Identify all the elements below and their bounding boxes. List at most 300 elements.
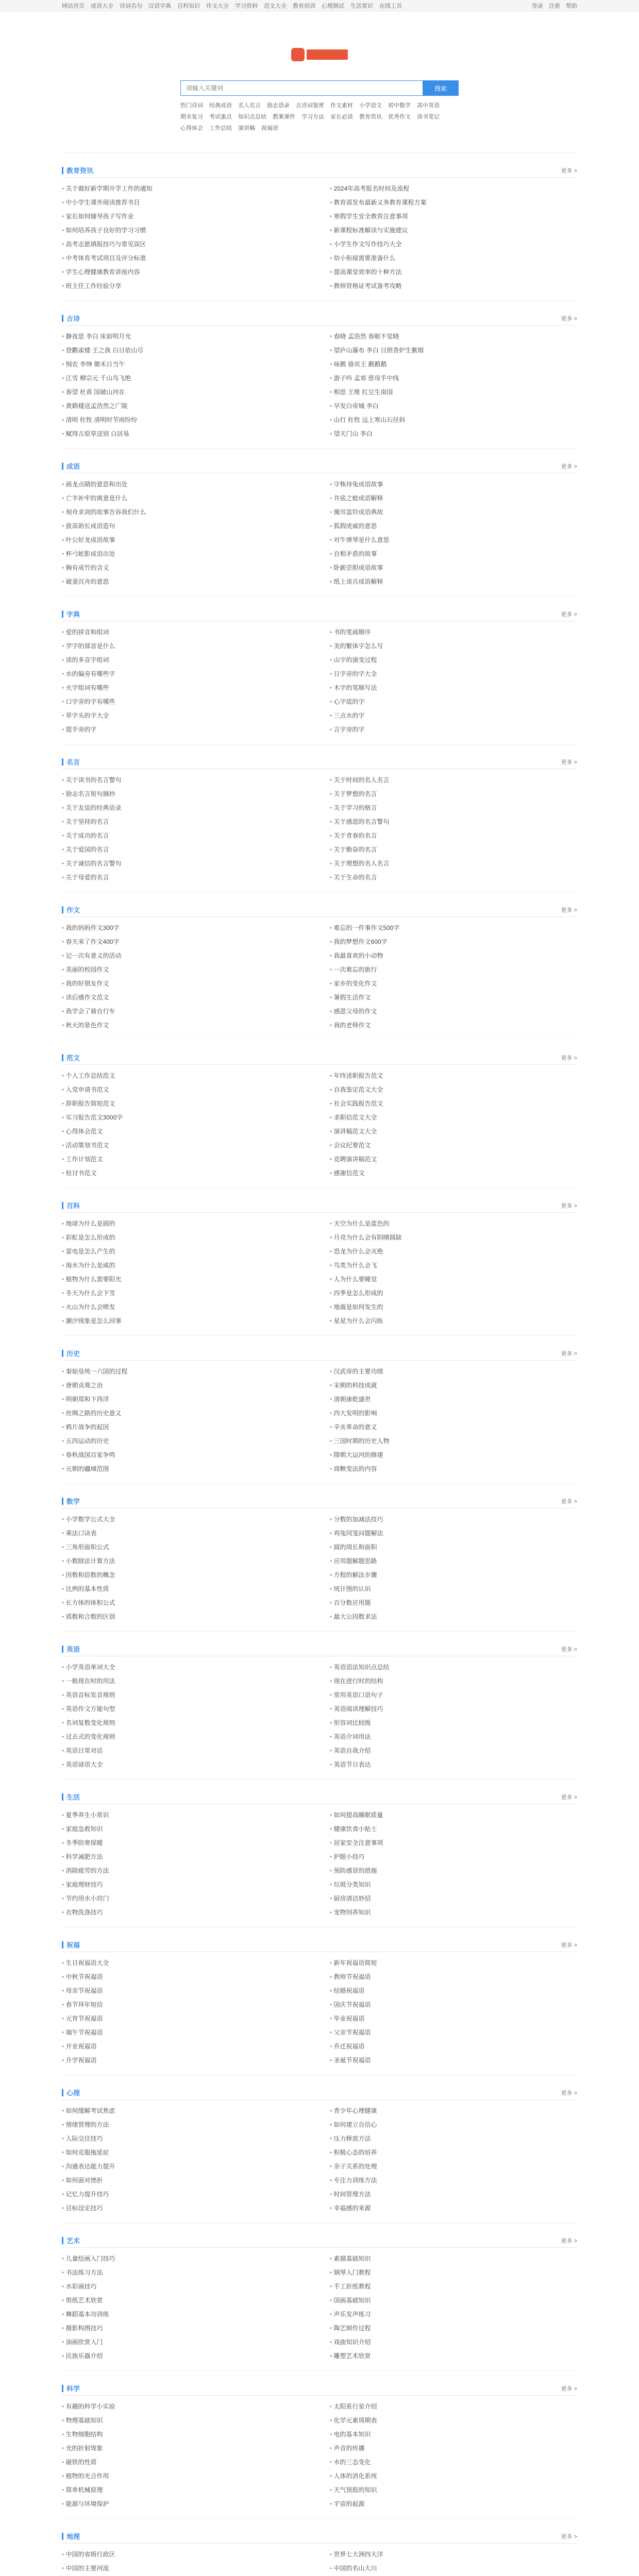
article-link[interactable]: • 如何培养孩子良好的学习习惯 xyxy=(62,224,309,238)
article-link[interactable]: • 剪纸艺术欣赏 xyxy=(62,2294,309,2308)
top-nav-item[interactable]: 成语大全 xyxy=(91,3,113,9)
article-link[interactable]: • 提高课堂效率的十种方法 xyxy=(330,265,577,279)
article-link[interactable]: • 我的妈妈作文300字 xyxy=(62,921,309,935)
section-title[interactable]: 科学 xyxy=(62,2383,80,2393)
article-link[interactable]: • 刻舟求剑的故事告诉我们什么 xyxy=(62,505,309,519)
article-link[interactable]: • 儿童绘画入门技巧 xyxy=(62,2252,309,2266)
article-link[interactable]: • 记一次有意义的活动 xyxy=(62,949,309,963)
article-link[interactable]: • 望庐山瀑布 李白 日照香炉生紫烟 xyxy=(330,344,577,358)
top-nav-item[interactable]: 在线工具 xyxy=(379,3,402,9)
article-link[interactable]: • 关于成功的名言 xyxy=(62,829,309,843)
article-link[interactable]: • 守株待兔成语故事 xyxy=(330,478,577,492)
article-link[interactable]: • 社会实践报告范文 xyxy=(330,1097,577,1111)
article-link[interactable]: • 秋天的景色作文 xyxy=(62,1019,309,1032)
article-link[interactable]: • 破釜沉舟的意思 xyxy=(62,575,309,589)
article-link[interactable]: • 海水为什么是咸的 xyxy=(62,1259,309,1273)
article-link[interactable]: • 关于诚信的名言警句 xyxy=(62,857,309,871)
article-link[interactable]: • 中秋节祝福语 xyxy=(62,1970,309,1984)
article-link[interactable]: • 辞职报告简短范文 xyxy=(62,1097,309,1111)
article-link[interactable]: • 青少年心理健康 xyxy=(330,2104,577,2118)
article-link[interactable]: • 宋朝的科技成就 xyxy=(330,1379,577,1393)
article-link[interactable]: • 书的笔画顺序 xyxy=(330,625,577,639)
article-link[interactable]: • 三点水的字 xyxy=(330,709,577,723)
article-link[interactable]: • 关于爱国的名言 xyxy=(62,843,309,857)
article-link[interactable]: • 教师节祝福语 xyxy=(330,1970,577,1984)
article-link[interactable]: • 时间管理方法 xyxy=(330,2188,577,2201)
article-link[interactable]: • 方程的解法步骤 xyxy=(330,1568,577,1582)
article-link[interactable]: • 乘法口诀表 xyxy=(62,1527,309,1540)
article-link[interactable]: • 春晓 孟浩然 春眠不觉晓 xyxy=(330,330,577,344)
article-link[interactable]: • 望天门山 李白 xyxy=(330,427,577,441)
article-link[interactable]: • 检讨书范文 xyxy=(62,1166,309,1180)
section-title[interactable]: 祝福 xyxy=(62,1940,80,1950)
article-link[interactable]: • 国庆节祝福语 xyxy=(330,1998,577,2012)
article-link[interactable]: • 山字的演变过程 xyxy=(330,653,577,667)
article-link[interactable]: • 关于生命的名言 xyxy=(330,871,577,885)
top-nav-item[interactable]: 心理测试 xyxy=(322,3,344,9)
article-link[interactable]: • 植物为什么需要阳光 xyxy=(62,1273,309,1286)
article-link[interactable]: • 学字的部首是什么 xyxy=(62,639,309,653)
article-link[interactable]: • 悯农 李绅 锄禾日当午 xyxy=(62,358,309,371)
article-link[interactable]: • 化学元素周期表 xyxy=(330,2414,577,2428)
article-link[interactable]: • 有趣的科学小实验 xyxy=(62,2400,309,2414)
article-link[interactable]: • 关于感恩的名言警句 xyxy=(330,815,577,829)
hotword-link[interactable]: 知识点总结 xyxy=(238,114,266,120)
section-title[interactable]: 名言 xyxy=(62,757,80,767)
article-link[interactable]: • 四季是怎么形成的 xyxy=(330,1286,577,1300)
more-link[interactable]: 更多 > xyxy=(561,167,577,174)
article-link[interactable]: • 英语节日表达 xyxy=(330,1758,577,1772)
article-link[interactable]: • 简单机械原理 xyxy=(62,2483,309,2497)
section-title[interactable]: 心理 xyxy=(62,2088,80,2097)
help-link[interactable]: 帮助 xyxy=(566,3,577,9)
article-link[interactable]: • 演讲稿范文大全 xyxy=(330,1125,577,1139)
article-link[interactable]: • 我的梦想作文600字 xyxy=(330,935,577,949)
hotword-link[interactable]: 作文素材 xyxy=(330,103,353,109)
article-link[interactable]: • 我的老师作文 xyxy=(330,1019,577,1032)
article-link[interactable]: • 一次难忘的旅行 xyxy=(330,963,577,977)
article-link[interactable]: • 小学数学公式大全 xyxy=(62,1513,309,1527)
more-link[interactable]: 更多 > xyxy=(561,1202,577,1209)
article-link[interactable]: • 心得体会范文 xyxy=(62,1125,309,1139)
article-link[interactable]: • 木字的笔顺写法 xyxy=(330,681,577,695)
article-link[interactable]: • 感恩父母的作文 xyxy=(330,1005,577,1019)
article-link[interactable]: • 星星为什么会闪烁 xyxy=(330,1314,577,1328)
article-link[interactable]: • 元宵节祝福语 xyxy=(62,2012,309,2026)
article-link[interactable]: • 秦始皇统一六国的过程 xyxy=(62,1365,309,1379)
article-link[interactable]: • 垃圾分类知识 xyxy=(330,1878,577,1892)
hotword-link[interactable]: 期末复习 xyxy=(180,114,203,120)
article-link[interactable]: • 关于梦想的名言 xyxy=(330,787,577,801)
article-link[interactable]: • 新年祝福语简短 xyxy=(330,1956,577,1970)
article-link[interactable]: • 咏鹅 骆宾王 鹅鹅鹅 xyxy=(330,358,577,371)
article-link[interactable]: • 小学英语单词大全 xyxy=(62,1660,309,1674)
article-link[interactable]: • 读的多音字组词 xyxy=(62,653,309,667)
top-nav-item[interactable]: 百科知识 xyxy=(177,3,200,9)
article-link[interactable]: • 火山为什么会喷发 xyxy=(62,1300,309,1314)
article-link[interactable]: • 关于做好新学期开学工作的通知 xyxy=(62,182,309,196)
article-link[interactable]: • 春秋战国百家争鸣 xyxy=(62,1448,309,1462)
article-link[interactable]: • 关于学习的格言 xyxy=(330,801,577,815)
article-link[interactable]: • 声音的传播 xyxy=(330,2442,577,2455)
article-link[interactable]: • 心字底的字 xyxy=(330,695,577,709)
article-link[interactable]: • 最大公因数求法 xyxy=(330,1610,577,1624)
article-link[interactable]: • 雕塑艺术欣赏 xyxy=(330,2349,577,2363)
article-link[interactable]: • 静夜思 李白 床前明月光 xyxy=(62,330,309,344)
top-nav-item[interactable]: 教育培训 xyxy=(293,3,315,9)
article-link[interactable]: • 英语语法知识点总结 xyxy=(330,1660,577,1674)
article-link[interactable]: • 人体的消化系统 xyxy=(330,2469,577,2483)
article-link[interactable]: • 如何面对挫折 xyxy=(62,2174,309,2188)
article-link[interactable]: • 水彩画技巧 xyxy=(62,2280,309,2294)
article-link[interactable]: • 美的繁体字怎么写 xyxy=(330,639,577,653)
article-link[interactable]: • 幼小衔接需要准备什么 xyxy=(330,251,577,265)
article-link[interactable]: • 四大发明的影响 xyxy=(330,1406,577,1420)
article-link[interactable]: • 春节拜年短信 xyxy=(62,1998,309,2012)
article-link[interactable]: • 过去式的变化规则 xyxy=(62,1730,309,1744)
article-link[interactable]: • 鸟类为什么会飞 xyxy=(330,1259,577,1273)
article-link[interactable]: • 生日祝福语大全 xyxy=(62,1956,309,1970)
article-link[interactable]: • 清朝康乾盛世 xyxy=(330,1393,577,1406)
article-link[interactable]: • 父亲节祝福语 xyxy=(330,2026,577,2040)
article-link[interactable]: • 口字旁的字有哪些 xyxy=(62,695,309,709)
article-link[interactable]: • 英语作文万能句型 xyxy=(62,1702,309,1716)
article-link[interactable]: • 春天来了作文400字 xyxy=(62,935,309,949)
article-link[interactable]: • 商鞅变法的内容 xyxy=(330,1462,577,1476)
article-link[interactable]: • 圆的周长和面积 xyxy=(330,1540,577,1554)
article-link[interactable]: • 年终述职报告范文 xyxy=(330,1069,577,1083)
article-link[interactable]: • 关于友谊的经典语录 xyxy=(62,801,309,815)
article-link[interactable]: • 入党申请书范文 xyxy=(62,1083,309,1097)
article-link[interactable]: • 月亮为什么会有阴晴圆缺 xyxy=(330,1231,577,1245)
article-link[interactable]: • 目标设定技巧 xyxy=(62,2201,309,2215)
more-link[interactable]: 更多 > xyxy=(561,2533,577,2540)
article-link[interactable]: • 小数除法计算方法 xyxy=(62,1554,309,1568)
article-link[interactable]: • 亲子关系的处理 xyxy=(330,2160,577,2174)
article-link[interactable]: • 英语谚语大全 xyxy=(62,1758,309,1772)
section-title[interactable]: 艺术 xyxy=(62,2235,80,2245)
article-link[interactable]: • 冬季防寒保暖 xyxy=(62,1836,309,1850)
top-nav-item[interactable]: 汉语字典 xyxy=(148,3,171,9)
article-link[interactable]: • 唐朝贞观之治 xyxy=(62,1379,309,1393)
article-link[interactable]: • 居家安全注意事项 xyxy=(330,1836,577,1850)
article-link[interactable]: • 节约用水小窍门 xyxy=(62,1892,309,1906)
top-nav-item[interactable]: 诗词名句 xyxy=(120,3,142,9)
article-link[interactable]: • 名词复数变化规则 xyxy=(62,1716,309,1730)
article-link[interactable]: • 自我鉴定范文大全 xyxy=(330,1083,577,1097)
hotword-link[interactable]: 古诗词鉴赏 xyxy=(296,103,324,109)
login-link[interactable]: 登录 xyxy=(531,3,543,9)
more-link[interactable]: 更多 > xyxy=(561,1055,577,1061)
article-link[interactable]: • 小学生作文写作技巧大全 xyxy=(330,238,577,251)
article-link[interactable]: • 辛亥革命的意义 xyxy=(330,1420,577,1434)
hotword-link[interactable]: 教案课件 xyxy=(273,114,295,120)
article-link[interactable]: • 卧薪尝胆成语故事 xyxy=(330,561,577,575)
more-link[interactable]: 更多 > xyxy=(561,611,577,618)
article-link[interactable]: • 科学减肥方法 xyxy=(62,1850,309,1864)
section-title[interactable]: 古诗 xyxy=(62,313,80,323)
more-link[interactable]: 更多 > xyxy=(561,2238,577,2244)
article-link[interactable]: • 新课程标准解读与实施建议 xyxy=(330,224,577,238)
article-link[interactable]: • 宠物饲养知识 xyxy=(330,1906,577,1920)
article-link[interactable]: • 常用英语口语句子 xyxy=(330,1688,577,1702)
article-link[interactable]: • 学生心理健康教育讲座内容 xyxy=(62,265,309,279)
article-link[interactable]: • 竞聘演讲稿范文 xyxy=(330,1153,577,1166)
article-link[interactable]: • 丝绸之路的历史意义 xyxy=(62,1406,309,1420)
article-link[interactable]: • 寒假学生安全教育注意事项 xyxy=(330,210,577,224)
article-link[interactable]: • 幸福感的来源 xyxy=(330,2201,577,2215)
article-link[interactable]: • 黄鹤楼送孟浩然之广陵 xyxy=(62,399,309,413)
article-link[interactable]: • 生物细胞结构 xyxy=(62,2428,309,2442)
article-link[interactable]: • 活动策划书范文 xyxy=(62,1139,309,1153)
article-link[interactable]: • 五四运动的历史 xyxy=(62,1434,309,1448)
article-link[interactable]: • 彩虹是怎么形成的 xyxy=(62,1231,309,1245)
article-link[interactable]: • 暑假生活作文 xyxy=(330,991,577,1005)
article-link[interactable]: • 江雪 柳宗元 千山鸟飞绝 xyxy=(62,371,309,385)
article-link[interactable]: • 消除疲劳的方法 xyxy=(62,1864,309,1878)
article-link[interactable]: • 厨房清洁妙招 xyxy=(330,1892,577,1906)
article-link[interactable]: • 关于勤奋的名言 xyxy=(330,843,577,857)
article-link[interactable]: • 情绪管理的方法 xyxy=(62,2118,309,2132)
article-link[interactable]: • 油画欣赏入门 xyxy=(62,2335,309,2349)
article-link[interactable]: • 英语日常对话 xyxy=(62,1744,309,1758)
article-link[interactable]: • 元朝的疆域范围 xyxy=(62,1462,309,1476)
article-link[interactable]: • 统计图的认识 xyxy=(330,1582,577,1596)
top-nav-item[interactable]: 范文大全 xyxy=(264,3,287,9)
article-link[interactable]: • 健康饮食小贴士 xyxy=(330,1822,577,1836)
hotword-link[interactable]: 工作总结 xyxy=(209,125,232,131)
article-link[interactable]: • 言字旁的字 xyxy=(330,723,577,737)
article-link[interactable]: • 光的折射现象 xyxy=(62,2442,309,2455)
article-link[interactable]: • 磁铁的性质 xyxy=(62,2455,309,2469)
hotword-link[interactable]: 心得体会 xyxy=(180,125,203,131)
article-link[interactable]: • 恐龙为什么会灭绝 xyxy=(330,1245,577,1259)
article-link[interactable]: • 实习报告范文3000字 xyxy=(62,1111,309,1125)
article-link[interactable]: • 长方体的体积公式 xyxy=(62,1596,309,1610)
article-link[interactable]: • 人际交往技巧 xyxy=(62,2132,309,2146)
article-link[interactable]: • 母亲节祝福语 xyxy=(62,1984,309,1998)
article-link[interactable]: • 预防感冒的措施 xyxy=(330,1864,577,1878)
article-link[interactable]: • 家庭急救知识 xyxy=(62,1822,309,1836)
article-link[interactable]: • 中考体育考试项目及评分标准 xyxy=(62,251,309,265)
section-title[interactable]: 生活 xyxy=(62,1792,80,1802)
section-title[interactable]: 百科 xyxy=(62,1200,80,1210)
article-link[interactable]: • 求职信范文大全 xyxy=(330,1111,577,1125)
article-link[interactable]: • 登鹳雀楼 王之涣 白日依山尽 xyxy=(62,344,309,358)
section-title[interactable]: 成语 xyxy=(62,461,80,471)
article-link[interactable]: • 摄影构图技巧 xyxy=(62,2321,309,2335)
article-link[interactable]: • 春望 杜甫 国破山河在 xyxy=(62,385,309,399)
article-link[interactable]: • 山行 杜牧 远上寒山石径斜 xyxy=(330,413,577,427)
article-link[interactable]: • 中国的省级行政区 xyxy=(62,2548,309,2562)
article-link[interactable]: • 关于理想的名人名言 xyxy=(330,857,577,871)
more-link[interactable]: 更多 > xyxy=(561,315,577,322)
article-link[interactable]: • 赋得古原草送别 白居易 xyxy=(62,427,309,441)
article-link[interactable]: • 中国的名山大川 xyxy=(330,2562,577,2575)
article-link[interactable]: • 日字旁的字大全 xyxy=(330,667,577,681)
article-link[interactable]: • 地震是如何发生的 xyxy=(330,1300,577,1314)
more-link[interactable]: 更多 > xyxy=(561,1942,577,1948)
article-link[interactable]: • 关于坚持的名言 xyxy=(62,815,309,829)
section-title[interactable]: 教育资讯 xyxy=(62,165,93,175)
article-link[interactable]: • 舞蹈基本功训练 xyxy=(62,2308,309,2321)
section-title[interactable]: 数学 xyxy=(62,1496,80,1506)
article-link[interactable]: • 读后感作文范文 xyxy=(62,991,309,1005)
article-link[interactable]: • 励志名言短句摘抄 xyxy=(62,787,309,801)
article-link[interactable]: • 草字头的字大全 xyxy=(62,709,309,723)
site-logo[interactable] xyxy=(291,42,348,67)
section-title[interactable]: 历史 xyxy=(62,1348,80,1358)
article-link[interactable]: • 物理基础知识 xyxy=(62,2414,309,2428)
hotword-link[interactable]: 初中数学 xyxy=(388,103,411,109)
article-link[interactable]: • 潮汐现象是怎么回事 xyxy=(62,1314,309,1328)
article-link[interactable]: • 美丽的校园作文 xyxy=(62,963,309,977)
article-link[interactable]: • 教育部发布最新义务教育课程方案 xyxy=(330,196,577,210)
article-link[interactable]: • 民族乐器介绍 xyxy=(62,2349,309,2363)
article-link[interactable]: • 夏季养生小常识 xyxy=(62,1808,309,1822)
article-link[interactable]: • 明朝郑和下西洋 xyxy=(62,1393,309,1406)
article-link[interactable]: • 因数和倍数的概念 xyxy=(62,1568,309,1582)
article-link[interactable]: • 相思 王维 红豆生南国 xyxy=(330,385,577,399)
article-link[interactable]: • 感谢信范文 xyxy=(330,1166,577,1180)
article-link[interactable]: • 游子吟 孟郊 慈母手中线 xyxy=(330,371,577,385)
article-link[interactable]: • 鸦片战争的起因 xyxy=(62,1420,309,1434)
article-link[interactable]: • 英语介词用法 xyxy=(330,1730,577,1744)
article-link[interactable]: • 天气预报的知识 xyxy=(330,2483,577,2497)
article-link[interactable]: • 会议纪要范文 xyxy=(330,1139,577,1153)
section-title[interactable]: 字典 xyxy=(62,609,80,619)
search-input[interactable] xyxy=(180,80,423,96)
article-link[interactable]: • 狐假虎威的意思 xyxy=(330,519,577,533)
article-link[interactable]: • 升学祝福语 xyxy=(62,2054,309,2067)
article-link[interactable]: • 开业祝福语 xyxy=(62,2040,309,2054)
article-link[interactable]: • 画龙点睛的意思和出处 xyxy=(62,478,309,492)
article-link[interactable]: • 一般现在时的用法 xyxy=(62,1674,309,1688)
article-link[interactable]: • 中国的主要河流 xyxy=(62,2562,309,2575)
section-title[interactable]: 范文 xyxy=(62,1053,80,1062)
more-link[interactable]: 更多 > xyxy=(561,759,577,766)
article-link[interactable]: • 专注力训练方法 xyxy=(330,2174,577,2188)
article-link[interactable]: • 世界七大洲四大洋 xyxy=(330,2548,577,2562)
article-link[interactable]: • 应用题解题思路 xyxy=(330,1554,577,1568)
article-link[interactable]: • 亡羊补牢的寓意是什么 xyxy=(62,492,309,505)
article-link[interactable]: • 英语自我介绍 xyxy=(330,1744,577,1758)
article-link[interactable]: • 中小学生课外阅读推荐书目 xyxy=(62,196,309,210)
more-link[interactable]: 更多 > xyxy=(561,2090,577,2096)
article-link[interactable]: • 我最喜欢的小动物 xyxy=(330,949,577,963)
article-link[interactable]: • 太阳系行星介绍 xyxy=(330,2400,577,2414)
article-link[interactable]: • 家庭理财技巧 xyxy=(62,1878,309,1892)
article-link[interactable]: • 素描基础知识 xyxy=(330,2252,577,2266)
article-link[interactable]: • 难忘的一件事作文500字 xyxy=(330,921,577,935)
article-link[interactable]: • 掩耳盗铃成语典故 xyxy=(330,505,577,519)
article-link[interactable]: • 如何克服拖延症 xyxy=(62,2146,309,2160)
article-link[interactable]: • 宇宙的起源 xyxy=(330,2497,577,2511)
article-link[interactable]: • 家乡的变化作文 xyxy=(330,977,577,991)
hotword-link[interactable]: 名人名言 xyxy=(238,103,261,109)
article-link[interactable]: • 胸有成竹的含义 xyxy=(62,561,309,575)
article-link[interactable]: • 叶公好龙成语故事 xyxy=(62,533,309,547)
more-link[interactable]: 更多 > xyxy=(561,1350,577,1357)
article-link[interactable]: • 人为什么要睡觉 xyxy=(330,1273,577,1286)
article-link[interactable]: • 自相矛盾的故事 xyxy=(330,547,577,561)
hotword-link[interactable]: 高中英语 xyxy=(417,103,440,109)
article-link[interactable]: • 国画基础知识 xyxy=(330,2294,577,2308)
article-link[interactable]: • 如何建立自信心 xyxy=(330,2118,577,2132)
article-link[interactable]: • 压力释放方法 xyxy=(330,2132,577,2146)
article-link[interactable]: • 结婚祝福语 xyxy=(330,1984,577,1998)
hotword-link[interactable]: 经典成语 xyxy=(209,103,232,109)
article-link[interactable]: • 高考志愿填报技巧与常见误区 xyxy=(62,238,309,251)
section-title[interactable]: 地理 xyxy=(62,2531,80,2541)
article-link[interactable]: • 乔迁祝福语 xyxy=(330,2040,577,2054)
article-link[interactable]: • 水的三态变化 xyxy=(330,2455,577,2469)
article-link[interactable]: • 个人工作总结范文 xyxy=(62,1069,309,1083)
article-link[interactable]: • 地球为什么是圆的 xyxy=(62,1217,309,1231)
top-nav-item[interactable]: 网站首页 xyxy=(62,3,85,9)
article-link[interactable]: • 2024年高考报名时间及流程 xyxy=(330,182,577,196)
article-link[interactable]: • 能源与环境保护 xyxy=(62,2497,309,2511)
article-link[interactable]: • 关于读书的名言警句 xyxy=(62,773,309,787)
article-link[interactable]: • 质数和合数的区别 xyxy=(62,1610,309,1624)
article-link[interactable]: • 关于时间的名人名言 xyxy=(330,773,577,787)
hotword-link[interactable]: 教育资讯 xyxy=(359,114,382,120)
article-link[interactable]: • 天空为什么是蓝色的 xyxy=(330,1217,577,1231)
article-link[interactable]: • 鸡兔同笼问题解法 xyxy=(330,1527,577,1540)
hotword-link[interactable]: 家长必读 xyxy=(330,114,353,120)
article-link[interactable]: • 端午节祝福语 xyxy=(62,2026,309,2040)
article-link[interactable]: • 如何缓解考试焦虑 xyxy=(62,2104,309,2118)
article-link[interactable]: • 三国时期的历史人物 xyxy=(330,1434,577,1448)
article-link[interactable]: • 家长如何辅导孩子写作业 xyxy=(62,210,309,224)
article-link[interactable]: • 英语阅读理解技巧 xyxy=(330,1702,577,1716)
article-link[interactable]: • 教师资格证考试备考攻略 xyxy=(330,279,577,293)
article-link[interactable]: • 班主任工作经验分享 xyxy=(62,279,309,293)
article-link[interactable]: • 比例的基本性质 xyxy=(62,1582,309,1596)
article-link[interactable]: • 水的偏旁有哪些字 xyxy=(62,667,309,681)
article-link[interactable]: • 爱的拼音和组词 xyxy=(62,625,309,639)
top-nav-item[interactable]: 作文大全 xyxy=(206,3,229,9)
article-link[interactable]: • 井底之蛙成语解释 xyxy=(330,492,577,505)
article-link[interactable]: • 现在进行时的结构 xyxy=(330,1674,577,1688)
more-link[interactable]: 更多 > xyxy=(561,1794,577,1801)
hotword-link[interactable]: 热门诗词 xyxy=(180,103,203,109)
article-link[interactable]: • 植物的光合作用 xyxy=(62,2469,309,2483)
article-link[interactable]: • 英语音标发音规则 xyxy=(62,1688,309,1702)
article-link[interactable]: • 分数的加减法技巧 xyxy=(330,1513,577,1527)
article-link[interactable]: • 隋朝大运河的修建 xyxy=(330,1448,577,1462)
article-link[interactable]: • 积极心态的培养 xyxy=(330,2146,577,2160)
search-button[interactable]: 搜索 xyxy=(423,80,459,96)
article-link[interactable]: • 衣物洗涤技巧 xyxy=(62,1906,309,1920)
more-link[interactable]: 更多 > xyxy=(561,907,577,913)
top-nav-item[interactable]: 学习资料 xyxy=(235,3,258,9)
article-link[interactable]: • 对牛弹琴是什么意思 xyxy=(330,533,577,547)
article-link[interactable]: • 记忆力提升技巧 xyxy=(62,2188,309,2201)
article-link[interactable]: • 纸上谈兵成语解释 xyxy=(330,575,577,589)
section-title[interactable]: 英语 xyxy=(62,1644,80,1654)
hotword-link[interactable]: 励志语录 xyxy=(267,103,290,109)
article-link[interactable]: • 戏曲知识介绍 xyxy=(330,2335,577,2349)
article-link[interactable]: • 拔苗助长成语造句 xyxy=(62,519,309,533)
top-nav-item[interactable]: 生活常识 xyxy=(350,3,373,9)
article-link[interactable]: • 火字组词有哪些 xyxy=(62,681,309,695)
article-link[interactable]: • 早发白帝城 李白 xyxy=(330,399,577,413)
article-link[interactable]: • 我的好朋友作文 xyxy=(62,977,309,991)
article-link[interactable]: • 关于母爱的名言 xyxy=(62,871,309,885)
hotword-link[interactable]: 优秀作文 xyxy=(388,114,411,120)
article-link[interactable]: • 如何提高睡眠质量 xyxy=(330,1808,577,1822)
